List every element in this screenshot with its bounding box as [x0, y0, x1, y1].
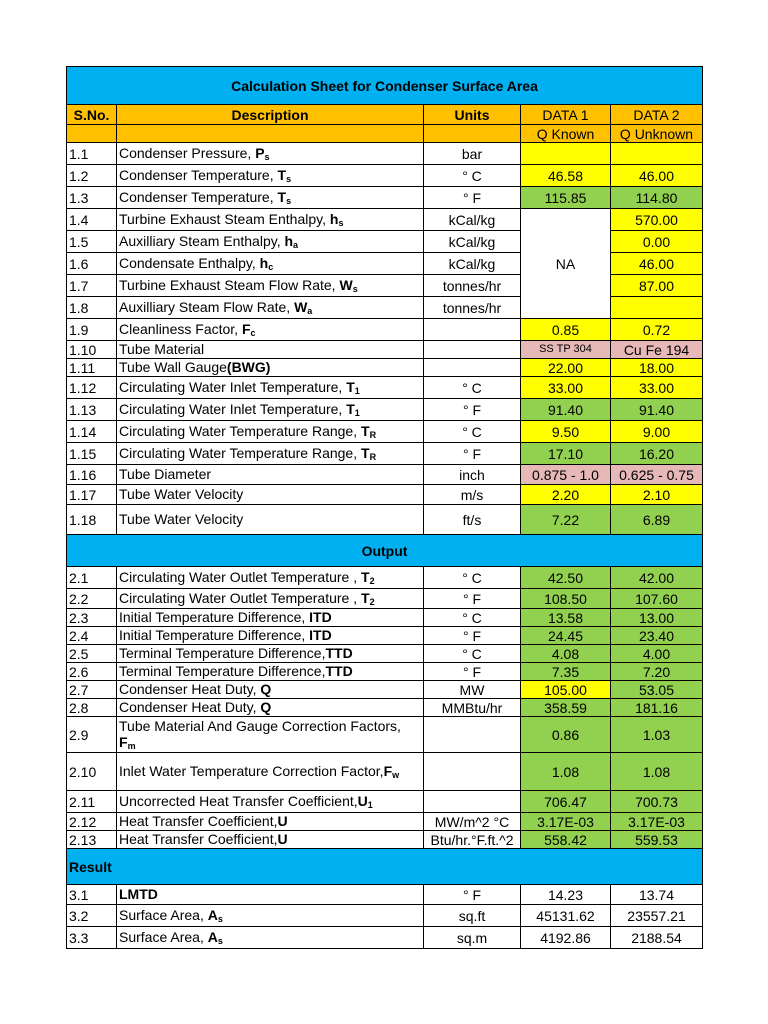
data2-value: 13.00	[611, 609, 703, 627]
symbol-subscript: c	[268, 261, 274, 272]
symbol-subscript: m	[127, 740, 136, 751]
output-row	[67, 717, 703, 753]
symbol-subscript: s	[217, 935, 223, 946]
header-units: Units	[424, 105, 521, 125]
data2-value: 87.00	[611, 275, 703, 297]
data1-value: 22.00	[521, 359, 611, 377]
row-number: 1.18	[67, 505, 117, 535]
symbol-subscript: a	[293, 239, 299, 250]
result-row	[67, 905, 703, 927]
row-number: 1.5	[67, 231, 117, 253]
row-unit: m/s	[424, 485, 521, 505]
row-unit: ° C	[424, 421, 521, 443]
input-row	[67, 443, 703, 465]
description-text: Circulating Water Temperature Range,	[119, 444, 361, 461]
data2-value: 13.74	[611, 885, 703, 905]
description-text: Condensate Enthalpy,	[119, 254, 260, 271]
data2-value: 46.00	[611, 165, 703, 187]
input-row	[67, 465, 703, 485]
row-number: 1.12	[67, 377, 117, 399]
row-number: 1.1	[67, 143, 117, 165]
input-row	[67, 399, 703, 421]
row-description	[117, 609, 424, 627]
data1-value: 558.42	[521, 831, 611, 849]
output-row	[67, 791, 703, 813]
description-text: Tube Water Velocity	[119, 510, 244, 527]
output-row	[67, 753, 703, 791]
symbol-text: T	[361, 422, 370, 439]
symbol-text: F	[241, 320, 251, 337]
output-row	[67, 627, 703, 645]
row-number: 2.1	[67, 567, 117, 589]
header-sub-blank	[117, 125, 424, 143]
row-number: 2.7	[67, 681, 117, 699]
symbol-text: U	[357, 792, 368, 809]
data1-value: 46.58	[521, 165, 611, 187]
row-number: 2.8	[67, 699, 117, 717]
symbol-text: Q	[260, 680, 272, 697]
row-unit: sq.ft	[424, 905, 521, 927]
description-text: Circulating Water Inlet Temperature,	[119, 400, 347, 417]
row-unit	[424, 717, 521, 753]
input-row	[67, 187, 703, 209]
result-row	[67, 927, 703, 949]
row-description	[117, 645, 424, 663]
row-description	[117, 905, 424, 927]
output-row	[67, 609, 703, 627]
data2-value: 0.00	[611, 231, 703, 253]
data2-value: 1.08	[611, 753, 703, 791]
data2-value: 91.40	[611, 399, 703, 421]
row-description	[117, 627, 424, 645]
data1-value: 0.86	[521, 717, 611, 753]
symbol-subscript: 2	[369, 575, 375, 586]
row-description	[117, 319, 424, 341]
data2-value: 2188.54	[611, 927, 703, 949]
row-number: 1.15	[67, 443, 117, 465]
row-description	[117, 165, 424, 187]
symbol-text: T	[346, 378, 355, 395]
row-number: 1.8	[67, 297, 117, 319]
description-text: Circulating Water Outlet Temperature ,	[119, 589, 361, 606]
data1-value: 2.20	[521, 485, 611, 505]
symbol-text: T	[346, 400, 355, 417]
description-text: Turbine Exhaust Steam Enthalpy,	[119, 210, 330, 227]
row-number: 1.7	[67, 275, 117, 297]
row-description	[117, 885, 424, 905]
input-row	[67, 143, 703, 165]
row-number: 1.13	[67, 399, 117, 421]
output-row	[67, 589, 703, 609]
output-row	[67, 813, 703, 831]
row-description	[117, 465, 424, 485]
symbol-text: h	[329, 210, 339, 227]
row-unit: ° F	[424, 885, 521, 905]
data2-value: 181.16	[611, 699, 703, 717]
data2-value: 9.00	[611, 421, 703, 443]
output-section-label: Output	[67, 535, 703, 567]
row-description	[117, 187, 424, 209]
data2-value	[611, 143, 703, 165]
row-number: 2.4	[67, 627, 117, 645]
header-data1: DATA 1	[521, 105, 611, 125]
input-row	[67, 165, 703, 187]
row-unit: bar	[424, 143, 521, 165]
row-unit: ° C	[424, 609, 521, 627]
symbol-text: LMTD	[119, 885, 158, 902]
row-description	[117, 791, 424, 813]
row-description	[117, 927, 424, 949]
data1-value: 4192.86	[521, 927, 611, 949]
data2-value: 107.60	[611, 589, 703, 609]
data2-value: 18.00	[611, 359, 703, 377]
description-text: Auxilliary Steam Flow Rate,	[119, 298, 295, 315]
data2-value: 23.40	[611, 627, 703, 645]
symbol-subscript: s	[352, 283, 358, 294]
row-description	[117, 253, 424, 275]
description-text: Tube Wall Gauge	[119, 358, 227, 375]
data2-value: 559.53	[611, 831, 703, 849]
row-unit	[424, 359, 521, 377]
symbol-subscript: R	[369, 429, 377, 440]
calculation-sheet-table	[66, 66, 703, 949]
description-text: Surface Area,	[119, 906, 208, 923]
symbol-text: TTD	[325, 662, 353, 679]
symbol-subscript: s	[286, 173, 292, 184]
data2-value: 0.625 - 0.75	[611, 465, 703, 485]
row-unit: Btu/hr.°F.ft.^2	[424, 831, 521, 849]
symbol-subscript: s	[338, 217, 344, 228]
row-description	[117, 209, 424, 231]
output-row	[67, 681, 703, 699]
row-description	[117, 143, 424, 165]
symbol-text: T	[361, 589, 370, 606]
row-description	[117, 699, 424, 717]
description-text: Tube Water Velocity	[119, 485, 244, 502]
description-text: Circulating Water Outlet Temperature ,	[119, 568, 361, 585]
data1-value: 7.35	[521, 663, 611, 681]
description-text: Circulating Water Inlet Temperature,	[119, 378, 347, 395]
data1-value: 706.47	[521, 791, 611, 813]
symbol-subscript: c	[250, 327, 256, 338]
result-row	[67, 885, 703, 905]
description-text: Uncorrected Heat Transfer Coefficient,	[119, 792, 358, 809]
row-description	[117, 717, 424, 753]
description-text: Circulating Water Temperature Range,	[119, 422, 361, 439]
symbol-text: T	[277, 166, 287, 183]
symbol-subscript: 1	[354, 385, 360, 396]
symbol-text: F	[383, 762, 393, 779]
data1-value: 14.23	[521, 885, 611, 905]
data1-value: 91.40	[521, 399, 611, 421]
symbol-subscript: 1	[367, 799, 373, 810]
header-data1-sub: Q Known	[521, 125, 611, 143]
description-text: Terminal Temperature Difference,	[119, 644, 326, 661]
row-description	[117, 485, 424, 505]
data1-value: 33.00	[521, 377, 611, 399]
data1-na-cell: NA	[521, 209, 611, 319]
data1-value: 108.50	[521, 589, 611, 609]
row-number: 3.2	[67, 905, 117, 927]
header-sno: S.No.	[67, 105, 117, 125]
data1-value	[521, 143, 611, 165]
data1-value: 17.10	[521, 443, 611, 465]
description-text: Turbine Exhaust Steam Flow Rate,	[119, 276, 340, 293]
row-number: 3.1	[67, 885, 117, 905]
symbol-text: U	[277, 830, 288, 847]
data1-value: 3.17E-03	[521, 813, 611, 831]
header-description: Description	[117, 105, 424, 125]
data2-value: 46.00	[611, 253, 703, 275]
row-unit: tonnes/hr	[424, 275, 521, 297]
symbol-text: T	[277, 188, 287, 205]
data1-value: 13.58	[521, 609, 611, 627]
description-text: Condenser Heat Duty,	[119, 698, 261, 715]
symbol-text: U	[277, 812, 288, 829]
symbol-subscript: w	[392, 769, 400, 780]
data2-value: 33.00	[611, 377, 703, 399]
symbol-text: ITD	[309, 626, 332, 643]
symbol-text: Q	[260, 698, 272, 715]
data1-value: 0.85	[521, 319, 611, 341]
data2-value: 23557.21	[611, 905, 703, 927]
header-sub-blank	[424, 125, 521, 143]
data1-value: 42.50	[521, 567, 611, 589]
row-number: 1.2	[67, 165, 117, 187]
row-number: 2.11	[67, 791, 117, 813]
row-description	[117, 421, 424, 443]
data2-value: 16.20	[611, 443, 703, 465]
row-number: 1.11	[67, 359, 117, 377]
header-sub-blank	[67, 125, 117, 143]
row-description	[117, 813, 424, 831]
symbol-text: ITD	[309, 608, 332, 625]
symbol-subscript: s	[264, 151, 270, 162]
symbol-text: h	[259, 254, 269, 271]
row-unit: ° C	[424, 377, 521, 399]
row-unit: inch	[424, 465, 521, 485]
description-text: Condenser Pressure,	[119, 144, 256, 161]
row-unit: ° C	[424, 567, 521, 589]
row-description	[117, 753, 424, 791]
data2-value: 114.80	[611, 187, 703, 209]
symbol-text: (BWG)	[226, 358, 271, 375]
input-row	[67, 359, 703, 377]
description-text: Initial Temperature Difference,	[119, 626, 310, 643]
row-description	[117, 831, 424, 849]
description-text: Cleanliness Factor,	[119, 320, 242, 337]
data2-value: 6.89	[611, 505, 703, 535]
output-row	[67, 567, 703, 589]
data1-value: 105.00	[521, 681, 611, 699]
symbol-subscript: R	[369, 451, 377, 462]
data2-value	[611, 297, 703, 319]
header-data2-sub: Q Unknown	[611, 125, 703, 143]
data2-value: Cu Fe 194	[611, 341, 703, 359]
description-text: Tube Material	[119, 340, 205, 357]
data2-value: 3.17E-03	[611, 813, 703, 831]
description-text: Heat Transfer Coefficient,	[119, 830, 278, 847]
output-row	[67, 663, 703, 681]
data2-value: 700.73	[611, 791, 703, 813]
row-number: 2.9	[67, 717, 117, 753]
data1-value: 24.45	[521, 627, 611, 645]
row-description	[117, 377, 424, 399]
input-row	[67, 505, 703, 535]
symbol-text: P	[255, 144, 265, 161]
data2-value: 53.05	[611, 681, 703, 699]
input-row	[67, 377, 703, 399]
row-number: 3.3	[67, 927, 117, 949]
input-row	[67, 341, 703, 359]
description-text: Condenser Heat Duty,	[119, 680, 261, 697]
data2-value: 4.00	[611, 645, 703, 663]
row-description	[117, 681, 424, 699]
data2-value: 42.00	[611, 567, 703, 589]
row-description	[117, 231, 424, 253]
description-text: Heat Transfer Coefficient,	[119, 812, 278, 829]
row-unit: MW	[424, 681, 521, 699]
symbol-text: A	[207, 906, 218, 923]
data1-value: 45131.62	[521, 905, 611, 927]
row-number: 2.5	[67, 645, 117, 663]
output-row	[67, 831, 703, 849]
row-unit	[424, 319, 521, 341]
row-unit: tonnes/hr	[424, 297, 521, 319]
data1-value: 9.50	[521, 421, 611, 443]
data2-value: 0.72	[611, 319, 703, 341]
row-unit: sq.m	[424, 927, 521, 949]
row-number: 1.17	[67, 485, 117, 505]
description-text: Terminal Temperature Difference,	[119, 662, 326, 679]
row-unit	[424, 341, 521, 359]
input-row	[67, 209, 703, 231]
row-number: 1.16	[67, 465, 117, 485]
description-text: Tube Material And Gauge Correction Factors,	[119, 717, 401, 734]
data1-value: 0.875 - 1.0	[521, 465, 611, 485]
output-row	[67, 645, 703, 663]
data2-value: 2.10	[611, 485, 703, 505]
symbol-subscript: 2	[369, 596, 375, 607]
row-unit: MW/m^2 °C	[424, 813, 521, 831]
description-text: Inlet Water Temperature Correction Factor,	[119, 762, 384, 779]
row-unit: kCal/kg	[424, 253, 521, 275]
row-number: 2.10	[67, 753, 117, 791]
row-unit: kCal/kg	[424, 231, 521, 253]
symbol-subscript: a	[307, 305, 313, 316]
row-description	[117, 275, 424, 297]
description-text: Condenser Temperature,	[119, 166, 278, 183]
symbol-subscript: s	[286, 195, 292, 206]
row-number: 1.9	[67, 319, 117, 341]
data1-value: 7.22	[521, 505, 611, 535]
description-text: Auxilliary Steam Enthalpy,	[119, 232, 285, 249]
description-text: Surface Area,	[119, 928, 208, 945]
data2-value: 1.03	[611, 717, 703, 753]
data1-value: SS TP 304	[521, 341, 611, 359]
header-data2: DATA 2	[611, 105, 703, 125]
row-description	[117, 341, 424, 359]
data1-value: 358.59	[521, 699, 611, 717]
row-number: 1.4	[67, 209, 117, 231]
row-number: 2.13	[67, 831, 117, 849]
symbol-text: F	[119, 733, 128, 750]
row-unit: ° F	[424, 399, 521, 421]
symbol-text: T	[361, 568, 370, 585]
row-unit: ° C	[424, 165, 521, 187]
row-unit: ° F	[424, 627, 521, 645]
data2-value: 7.20	[611, 663, 703, 681]
row-number: 2.2	[67, 589, 117, 609]
row-description	[117, 663, 424, 681]
row-unit: kCal/kg	[424, 209, 521, 231]
row-unit: ° C	[424, 645, 521, 663]
row-number: 2.12	[67, 813, 117, 831]
row-unit: ° F	[424, 663, 521, 681]
input-row	[67, 421, 703, 443]
data2-value: 570.00	[611, 209, 703, 231]
result-section-label: Result	[67, 849, 703, 885]
row-number: 2.6	[67, 663, 117, 681]
row-number: 1.10	[67, 341, 117, 359]
data1-value: 115.85	[521, 187, 611, 209]
row-unit: ° F	[424, 443, 521, 465]
row-description	[117, 505, 424, 535]
row-description	[117, 399, 424, 421]
symbol-subscript: s	[217, 913, 223, 924]
row-unit: ° F	[424, 589, 521, 609]
data1-value: 1.08	[521, 753, 611, 791]
description-text: Initial Temperature Difference,	[119, 608, 310, 625]
row-description	[117, 589, 424, 609]
input-row	[67, 485, 703, 505]
symbol-text: A	[207, 928, 218, 945]
input-row	[67, 319, 703, 341]
data1-value: 4.08	[521, 645, 611, 663]
symbol-text: TTD	[325, 644, 353, 661]
output-row	[67, 699, 703, 717]
row-unit	[424, 791, 521, 813]
row-number: 1.6	[67, 253, 117, 275]
row-description	[117, 297, 424, 319]
row-description	[117, 443, 424, 465]
row-unit	[424, 753, 521, 791]
row-number: 1.14	[67, 421, 117, 443]
symbol-text: W	[294, 298, 308, 315]
row-number: 1.3	[67, 187, 117, 209]
row-unit: ° F	[424, 187, 521, 209]
row-description	[117, 359, 424, 377]
description-text: Condenser Temperature,	[119, 188, 278, 205]
row-description	[117, 567, 424, 589]
symbol-text: h	[284, 232, 294, 249]
symbol-text: W	[339, 276, 353, 293]
row-number: 2.3	[67, 609, 117, 627]
row-unit: MMBtu/hr	[424, 699, 521, 717]
row-unit: ft/s	[424, 505, 521, 535]
description-text: Tube Diameter	[119, 465, 212, 482]
symbol-subscript: 1	[354, 407, 360, 418]
symbol-text: T	[361, 444, 370, 461]
sheet-title: Calculation Sheet for Condenser Surface Area	[67, 67, 703, 105]
